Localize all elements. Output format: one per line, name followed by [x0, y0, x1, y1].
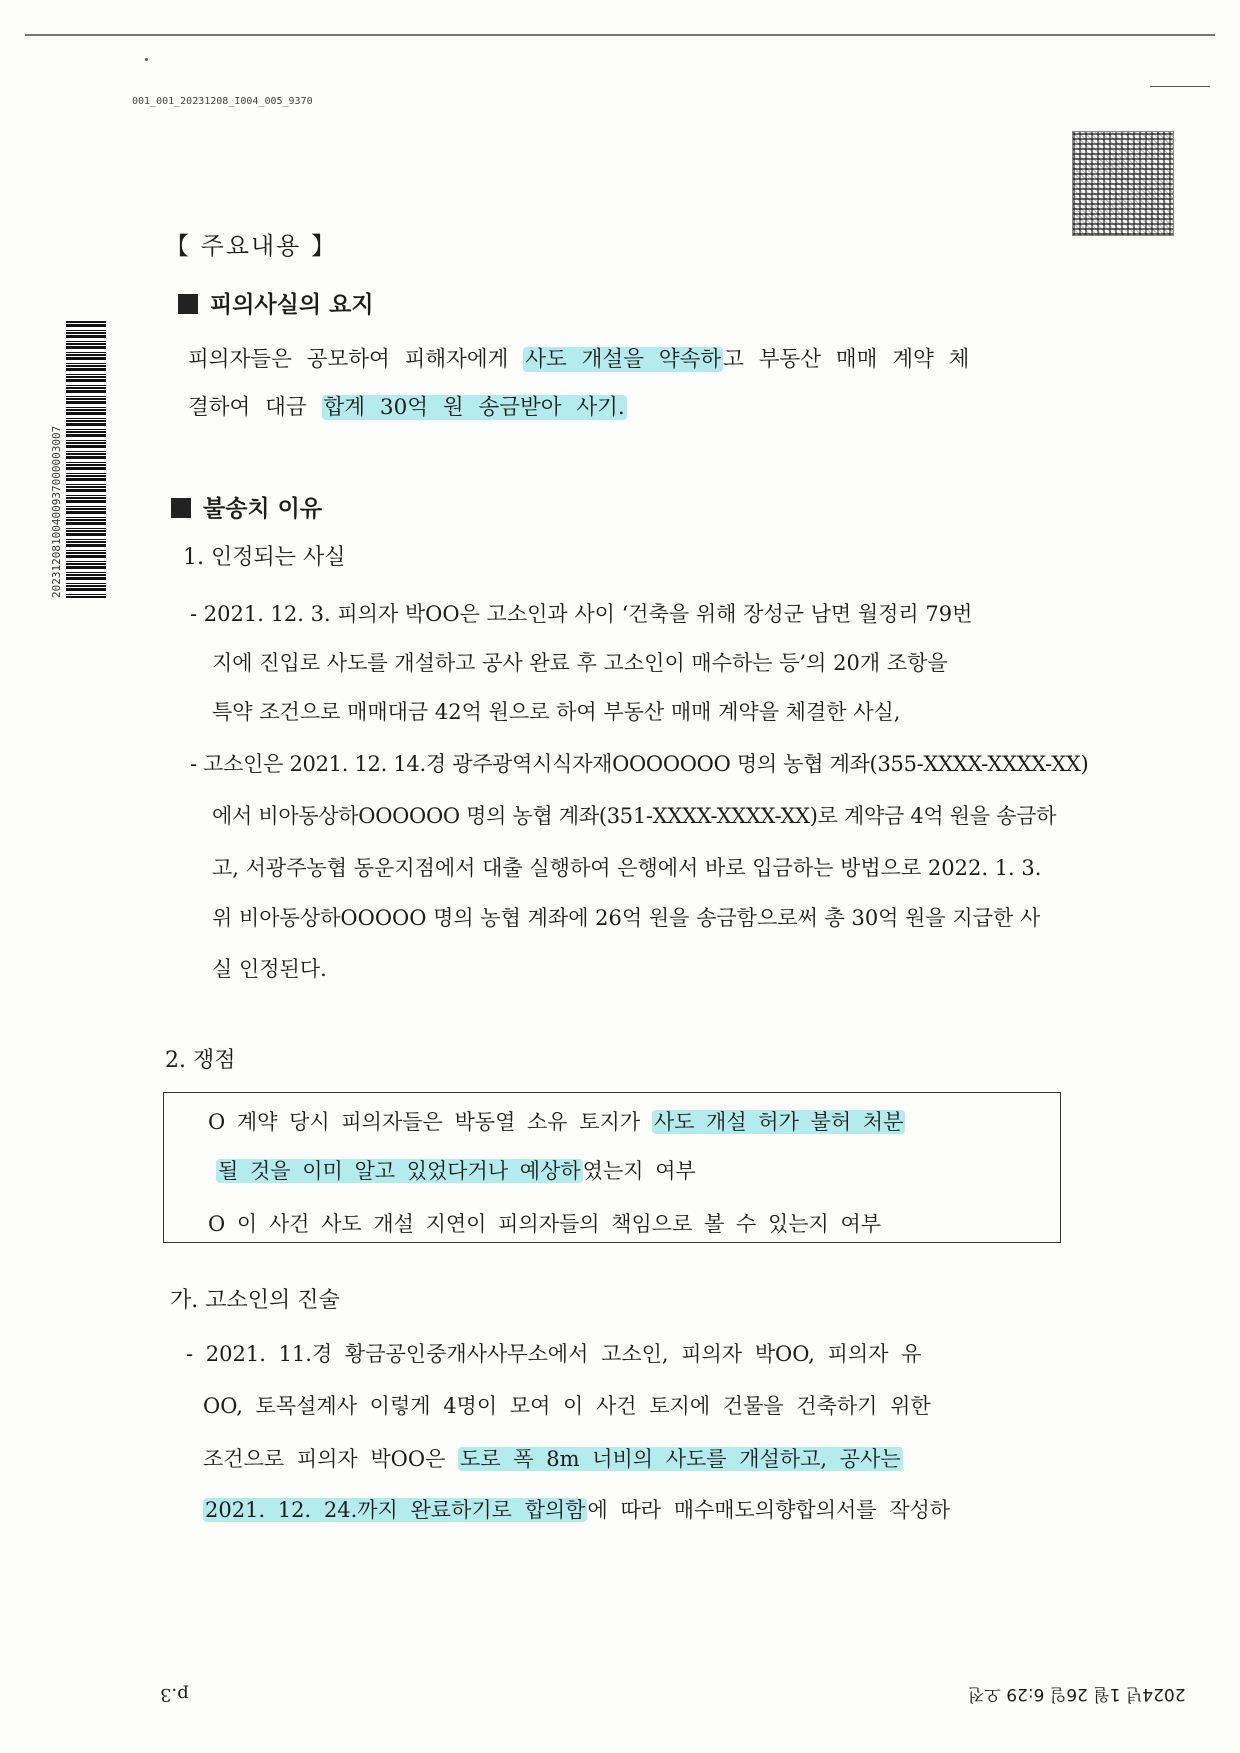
reason-heading [171, 490, 322, 523]
statement-line [203, 1494, 950, 1524]
summary-heading-text: 피의사실의 요지 [210, 291, 374, 318]
summary-text: 결하여 대금 [188, 395, 322, 420]
reason-heading-text: 불송치 이유 [203, 495, 323, 522]
subheading-facts: 1. 인정되는 사실 [183, 545, 346, 570]
highlighted-text: 도로 폭 8m 너비의 사도를 개설하고, 공사는 [460, 1447, 901, 1471]
statement-text: 조건으로 피의자 박OO은 [203, 1447, 459, 1471]
barcode-icon [66, 320, 106, 598]
summary-text: 피의자들은 공모하여 피해자에게 [188, 347, 524, 372]
highlighted-text: 합계 30억 원 송금받아 사기. [323, 395, 625, 420]
highlighted-text: 사도 개설 허가 불허 처분 [653, 1110, 904, 1134]
statement-line [203, 1443, 903, 1473]
subheading-statement: 가. 고소인의 진술 [170, 1288, 340, 1313]
fact-line: 위 비아동상하OOOOO 명의 농협 계좌에 26억 원을 송금함으로써 총 30억 원을 지급한 사 [212, 906, 1041, 930]
statement-line: OO, 토목설계사 이렇게 4명이 모여 이 사건 토지에 건물을 건축하기 위한 [203, 1394, 931, 1418]
highlighted-text: 2021. 12. 24.까지 완료하기로 합의함 [205, 1498, 586, 1522]
fact-line: 실 인정된다. [212, 957, 327, 981]
highlighted-text: 사도 개설을 약속하 [525, 347, 722, 372]
summary-line-2 [188, 390, 627, 421]
summary-text: 고 부동산 매매 계약 체 [723, 347, 970, 372]
square-bullet-icon [178, 294, 198, 314]
barcode-number: 20231208100400937000003007 [50, 425, 63, 598]
fact-line: 에서 비아동상하OOOOOO 명의 농협 계좌(351-XXXX-XXXX-XX)로 계약금 4억 원을 송금하 [212, 804, 1057, 828]
square-bullet-icon [171, 498, 191, 518]
issue-line: O 이 사건 사도 개설 지연이 피의자들의 책임으로 볼 수 있는지 여부 [208, 1212, 882, 1236]
summary-heading [178, 286, 374, 319]
statement-text: 에 따라 매수매도의향합의서를 작성하 [587, 1498, 951, 1522]
issue-line [208, 1106, 905, 1136]
fact-line: - 고소인은 2021. 12. 14.경 광주광역시식자재OOOOOOO 명의 농협 계좌(355-XXXX-XXXX-XX) [190, 752, 1089, 776]
issue-line [216, 1155, 696, 1185]
fact-line: 특약 조건으로 매매대금 42억 원으로 하여 부동산 매매 계약을 체결한 사실, [212, 700, 901, 724]
top-right-rule [1150, 86, 1210, 87]
print-timestamp: 2024년 1월 26일 6:29 오전 [968, 1684, 1186, 1704]
scan-speck [145, 58, 148, 61]
statement-line: - 2021. 11.경 황금공인중개사사무소에서 고소인, 피의자 박OO, 피의자 유 [186, 1342, 922, 1366]
issue-text: O 계약 당시 피의자들은 박동열 소유 토지가 [208, 1110, 652, 1134]
qr-code-icon [1072, 131, 1174, 236]
subheading-issues: 2. 쟁점 [165, 1048, 236, 1073]
page-number: p.3 [160, 1684, 189, 1705]
top-rule [25, 34, 1215, 36]
section-title: 【 주요내용 】 [165, 232, 337, 260]
fact-line: 지에 진입로 사도를 개설하고 공사 완료 후 고소인이 매수하는 등’의 20개 조항을 [212, 651, 948, 675]
barcode-number-wrap [50, 320, 64, 598]
highlighted-text: 될 것을 이미 알고 있었다거나 예상하 [218, 1159, 581, 1183]
fact-line: - 2021. 12. 3. 피의자 박OO은 고소인과 사이 ‘건축을 위해 장성군 남면 월정리 79번 [190, 602, 973, 626]
fact-line: 고, 서광주농협 동운지점에서 대출 실행하여 은행에서 바로 입금하는 방법으로 2022. 1. 3. [212, 856, 1042, 880]
issue-text: 였는지 여부 [582, 1159, 696, 1183]
summary-line-1 [188, 342, 969, 373]
document-id: 001_001_20231208_I004_005_9370 [132, 96, 313, 107]
